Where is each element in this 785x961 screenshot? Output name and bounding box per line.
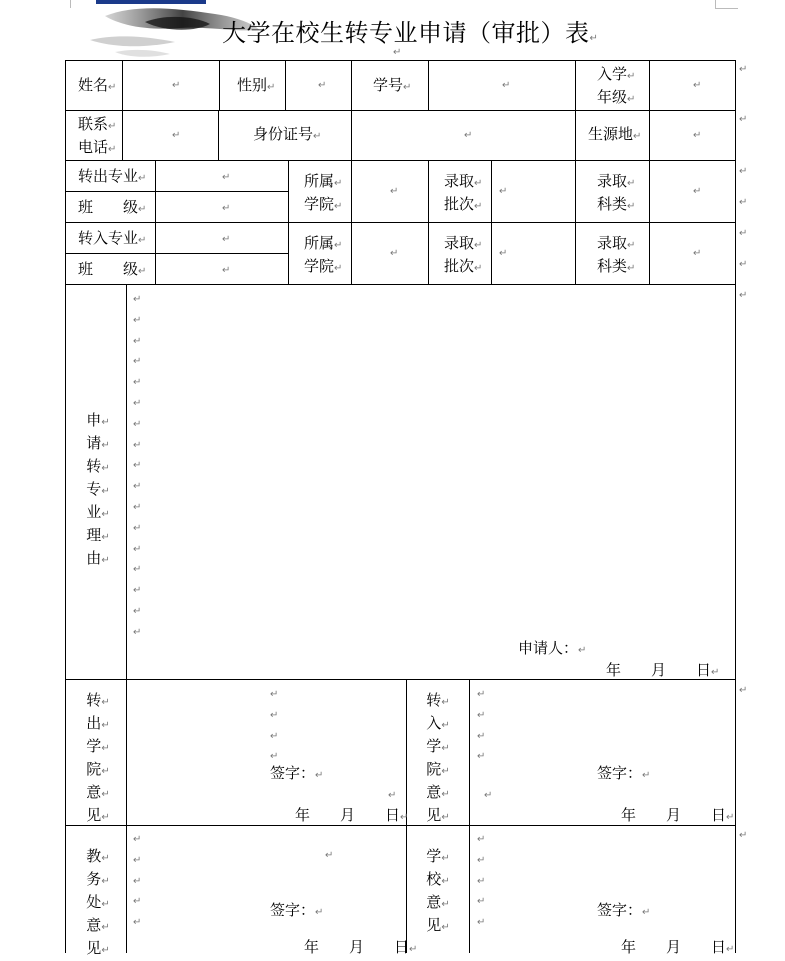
label-contact-phone: 联系↵ 电话↵ xyxy=(78,115,117,156)
paragraph-mark: ↵ xyxy=(393,47,402,58)
field-id-number-value[interactable]: ↵ xyxy=(464,130,473,141)
paragraph-mark: ↵ xyxy=(325,850,334,861)
field-contact-value[interactable]: ↵ xyxy=(172,130,181,141)
label-out-admit-category: 录取↵ 科类↵ xyxy=(597,172,636,213)
in-college-date: 年 月 日↵ xyxy=(621,806,735,824)
label-out-college: 所属↵ 学院↵ xyxy=(304,172,343,213)
row-end-mark: ↵ xyxy=(739,830,748,841)
label-out-college-opinion: 转↵ 出↵ 学↵ 院↵ 意↵ 见↵ xyxy=(86,691,110,824)
field-out-admit-batch-value[interactable]: ↵ xyxy=(499,186,508,197)
in-college-opinion-area[interactable]: ↵ ↵ ↵ ↵ xyxy=(477,689,486,763)
field-origin-value[interactable]: ↵ xyxy=(693,130,702,141)
field-enroll-year-value[interactable]: ↵ xyxy=(693,80,702,91)
paragraph-mark: ↵ xyxy=(388,790,397,801)
field-name-value[interactable]: ↵ xyxy=(172,80,181,91)
out-college-date: 年 月 日↵ xyxy=(295,806,409,824)
paragraph-mark: ↵ xyxy=(484,790,493,801)
academic-affairs-opinion-area[interactable]: ↵ ↵ ↵ ↵ ↵ xyxy=(133,834,142,929)
applicant-signature-label: 申请人：↵ xyxy=(518,639,587,657)
row-end-mark: ↵ xyxy=(739,259,748,270)
in-college-signature: 签字：↵ xyxy=(597,764,651,782)
out-college-opinion-area[interactable]: ↵ ↵ ↵ ↵ xyxy=(270,689,279,763)
label-school-opinion: 学↵ 校↵ 意↵ 见↵ xyxy=(426,847,450,934)
field-out-college-value[interactable]: ↵ xyxy=(390,186,399,197)
row-end-mark: ↵ xyxy=(739,685,748,696)
field-out-major-value[interactable]: ↵ xyxy=(222,172,231,183)
row-end-mark: ↵ xyxy=(739,228,748,239)
label-in-major: 转入专业↵ xyxy=(78,229,147,247)
row-end-mark: ↵ xyxy=(739,166,748,177)
school-signature: 签字：↵ xyxy=(597,901,651,919)
row-end-mark: ↵ xyxy=(739,64,748,75)
field-out-class-value[interactable]: ↵ xyxy=(222,203,231,214)
label-in-admit-category: 录取↵ 科类↵ xyxy=(597,234,636,275)
label-id-number: 身份证号↵ xyxy=(253,125,322,143)
out-college-signature: 签字：↵ xyxy=(270,764,324,782)
label-out-class: 班 级↵ xyxy=(78,198,147,216)
applicant-date: 年 月 日↵ xyxy=(606,661,720,679)
school-date: 年 月 日↵ xyxy=(621,938,735,956)
label-in-class: 班 级↵ xyxy=(78,260,147,278)
page-title: 大学在校生转专业申请（审批）表↵ xyxy=(222,19,599,47)
field-gender-value[interactable]: ↵ xyxy=(318,80,327,91)
label-out-admit-batch: 录取↵ 批次↵ xyxy=(444,172,483,213)
row-end-mark: ↵ xyxy=(739,290,748,301)
reason-text-area[interactable]: ↵ ↵ ↵ ↵ ↵ ↵ ↵ ↵ ↵ ↵ ↵ ↵ ↵ ↵ ↵ ↵ ↵ xyxy=(133,294,142,638)
field-in-admit-batch-value[interactable]: ↵ xyxy=(499,248,508,259)
field-in-admit-category-value[interactable]: ↵ xyxy=(693,248,702,259)
row-end-mark: ↵ xyxy=(739,197,748,208)
label-student-id: 学号↵ xyxy=(373,76,412,94)
school-opinion-area[interactable]: ↵ ↵ ↵ ↵ ↵ xyxy=(477,834,486,929)
field-in-class-value[interactable]: ↵ xyxy=(222,265,231,276)
label-in-admit-batch: 录取↵ 批次↵ xyxy=(444,234,483,275)
field-out-admit-category-value[interactable]: ↵ xyxy=(693,186,702,197)
label-out-major: 转出专业↵ xyxy=(78,167,147,185)
label-enroll-year: 入学↵ 年级↵ xyxy=(597,65,636,106)
field-in-college-value[interactable]: ↵ xyxy=(390,248,399,259)
label-in-college-opinion: 转↵ 入↵ 学↵ 院↵ 意↵ 见↵ xyxy=(426,691,450,824)
label-academic-affairs-opinion: 教↵ 务↵ 处↵ 意↵ 见↵ xyxy=(86,847,110,957)
label-in-college: 所属↵ 学院↵ xyxy=(304,234,343,275)
academic-affairs-signature: 签字：↵ xyxy=(270,901,324,919)
field-in-major-value[interactable]: ↵ xyxy=(222,234,231,245)
row-end-mark: ↵ xyxy=(739,114,748,125)
label-origin: 生源地↵ xyxy=(588,125,642,143)
label-gender: 性别↵ xyxy=(237,76,276,94)
field-student-id-value[interactable]: ↵ xyxy=(502,80,511,91)
label-name: 姓名↵ xyxy=(78,76,117,94)
label-reason: 申↵ 请↵ 转↵ 专↵ 业↵ 理↵ 由↵ xyxy=(86,411,110,567)
academic-affairs-date: 年 月 日↵ xyxy=(304,938,418,956)
